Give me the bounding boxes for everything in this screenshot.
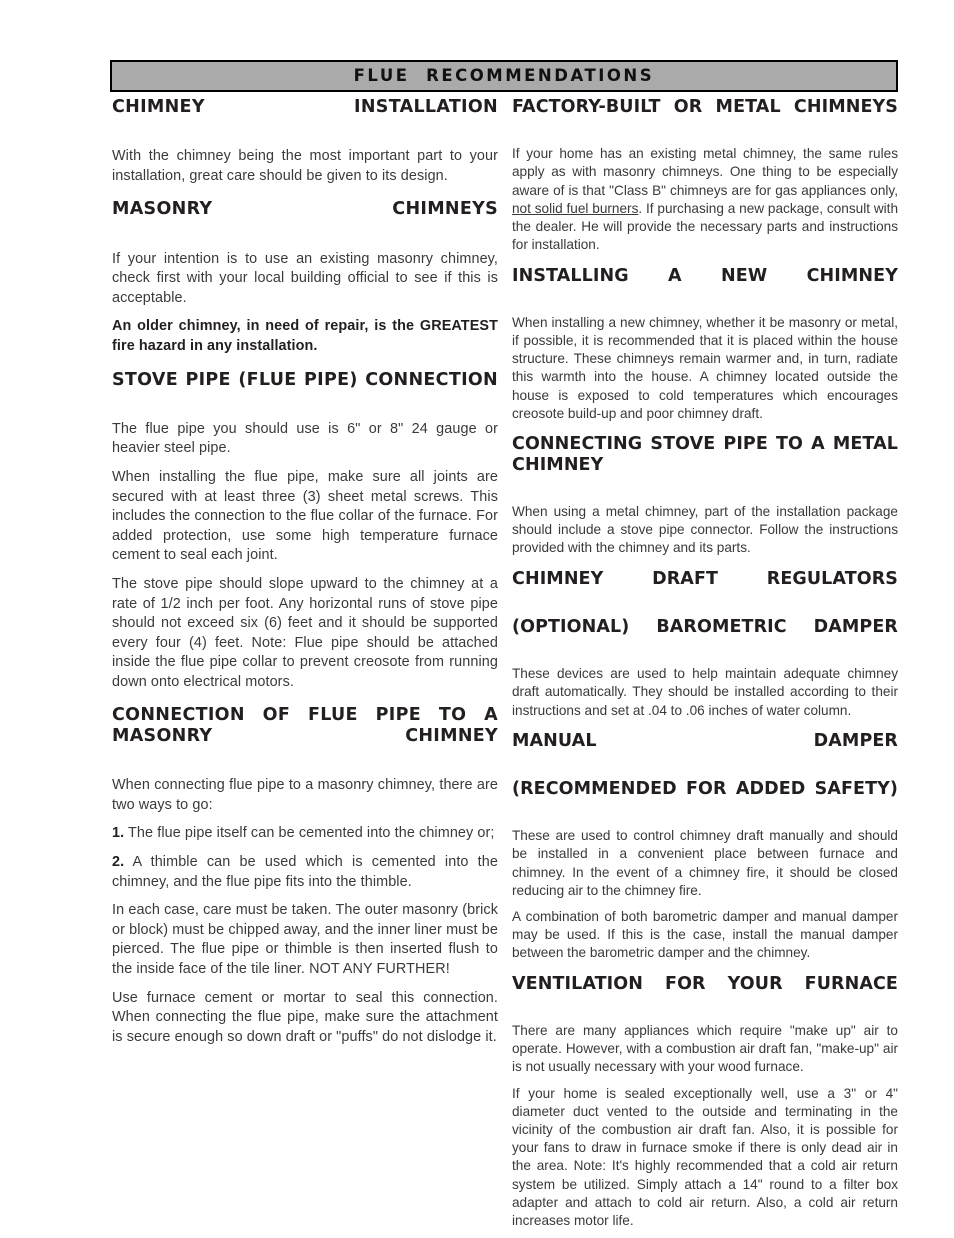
list-item-1-text: The flue pipe itself can be cemented into the chimney or; [124, 825, 495, 842]
left-column [112, 97, 498, 1238]
list-item-2 [112, 853, 498, 892]
heading-masonry-chimneys: MASONRY CHIMNEYS [112, 199, 498, 220]
paragraph-masonry-chimneys: If your intention is to use an existing masonry chimney, check first with your local building official to see if this is acceptable. [112, 250, 498, 306]
paragraph-connecting-stove-pipe-metal: When using a metal chimney, part of the installation package should include a stove pipe connector. Follow the instructions provided with the chimney and its parts. [512, 503, 898, 556]
paragraph-factory-built [512, 145, 898, 254]
list-item-2-text: A thimble can be used which is cemented into the chimney, and the flue pipe fits into the thimble. [112, 854, 498, 890]
right-column [512, 97, 898, 1238]
two-column-body [112, 97, 898, 1238]
paragraph-masonry-bold-note: An older chimney, in need of repair, is the GREATEST fire hazard in any installation. [112, 318, 498, 355]
heading-stove-pipe-connection: STOVE PIPE (FLUE PIPE) CONNECTION [112, 369, 498, 390]
list-item-2-number: 2. [112, 854, 125, 871]
paragraph-factory-part1: If your home has an existing metal chimney, the same rules apply as with masonry chimneys. One thing to be especially aware of is that "Class B" chimneys are for gas appliances only, [512, 146, 898, 198]
flue-recommendations-banner [110, 60, 898, 92]
heading-chimney-installation: CHIMNEY INSTALLATION [112, 97, 498, 117]
heading-connecting-stove-pipe-metal: CONNECTING STOVE PIPE TO A METAL CHIMNEY [512, 434, 898, 475]
heading-factory-built-metal-chimneys: FACTORY-BUILT OR METAL CHIMNEYS [512, 97, 898, 117]
heading-draft-regulators-line2: (OPTIONAL) BAROMETRIC DAMPER [512, 616, 898, 637]
list-item-1-number: 1. [112, 825, 125, 842]
paragraph-stove-pipe-1: The flue pipe you should use is 6" or 8" 24 gauge or heavier steel pipe. [112, 420, 498, 457]
paragraph-stove-pipe-3: The stove pipe should slope upward to the chimney at a rate of 1/2 inch per foot. Any horizontal runs of stove pipe should not exceed six (6) feet and it should be supported every four (4) feet. Note: Flue pipe should be attached inside the flue pipe collar to prevent creosote from running down onto electrical motors. [112, 575, 498, 690]
heading-manual-damper-line2: (RECOMMENDED FOR ADDED SAFETY) [512, 778, 898, 799]
banner-title: FLUE RECOMMENDATIONS [353, 66, 655, 86]
paragraph-draft-regulators: These devices are used to help maintain adequate chimney draft automatically. They should be installed according to their instructions and set at .04 to .06 inches of water column. [512, 666, 898, 718]
paragraph-chimney-installation: With the chimney being the most important part to your installation, great care should be given to its design. [112, 148, 498, 184]
paragraph-manual-damper-2: A combination of both barometric damper and manual damper may be used. If this is the case, install the manual damper between the barometric damper and the chimney. [512, 909, 898, 961]
paragraph-manual-damper-1: These are used to control chimney draft manually and should be installed in a convenient place between furnace and chimney. In the event of a chimney fire, it should be closed reducing air to the chimney fire. [512, 828, 898, 898]
paragraph-installing-new-chimney: When installing a new chimney, whether it be masonry or metal, if possible, it is recommended that it is placed within the house structure. These chimneys remain warmer and, in turn, radiate this warmth into the house. A chimney located outside the house is exposed to cold temperatures which encourages creosote build-up and poor chimney draft. [512, 314, 898, 421]
paragraph-ventilation-1: There are many appliances which require "make up" air to operate. However, with a combustion air draft fan, "make-up" air is not usually necessary with your wood furnace. [512, 1022, 898, 1075]
heading-draft-regulators-line1: CHIMNEY DRAFT REGULATORS [512, 568, 898, 589]
paragraph-connection-intro: When connecting flue pipe to a masonry chimney, there are two ways to go: [112, 777, 498, 813]
paragraph-stove-pipe-2: When installing the flue pipe, make sure all joints are secured with at least three (3) sheet metal screws. This includes the connection to the flue collar of the furnace. For added protection, use some high temperature furnace cement to seal each joint. [112, 469, 498, 564]
heading-installing-new-chimney: INSTALLING A NEW CHIMNEY [512, 265, 898, 286]
underlined-phrase-not-solid-fuel-burners: not solid fuel burners [512, 200, 639, 216]
paragraph-factory-part2: . If purchasing a new package, consult with the dealer. He will provide the necessary parts and instructions for installation. [512, 200, 899, 253]
paragraph-ventilation-2: If your home is sealed exceptionally well, use a 3" or 4" diameter duct vented to the outside and terminating in the vicinity of the combustion air draft fan. Also, it is possible for your fans to draw in furnace smoke if there is only dead air in the area. Note: It's highly recommended that a cold air return system be utilized. Simply attach a 14" round to a filter box adapter and attach to cold air return. Also, a cold air return increases motor life. [512, 1085, 898, 1228]
heading-manual-damper-line1: MANUAL DAMPER [512, 730, 898, 751]
paragraph-furnace-cement: Use furnace cement or mortar to seal this connection. When connecting the flue pipe, make sure the attachment is secure enough so down draft or "puffs" do not dislodge it. [112, 989, 498, 1045]
paragraph-each-case: In each case, care must be taken. The outer masonry (brick or block) must be chipped away, and the inner liner must be pierced. The flue pipe or thimble is then inserted flush to the inside face of the tile liner. NOT ANY FURTHER! [112, 902, 498, 977]
list-item-1 [112, 824, 498, 844]
heading-ventilation-for-furnace: VENTILATION FOR YOUR FURNACE [512, 973, 898, 994]
heading-connection-flue-to-masonry: CONNECTION OF FLUE PIPE TO A MASONRY CHIMNEY [112, 705, 498, 747]
